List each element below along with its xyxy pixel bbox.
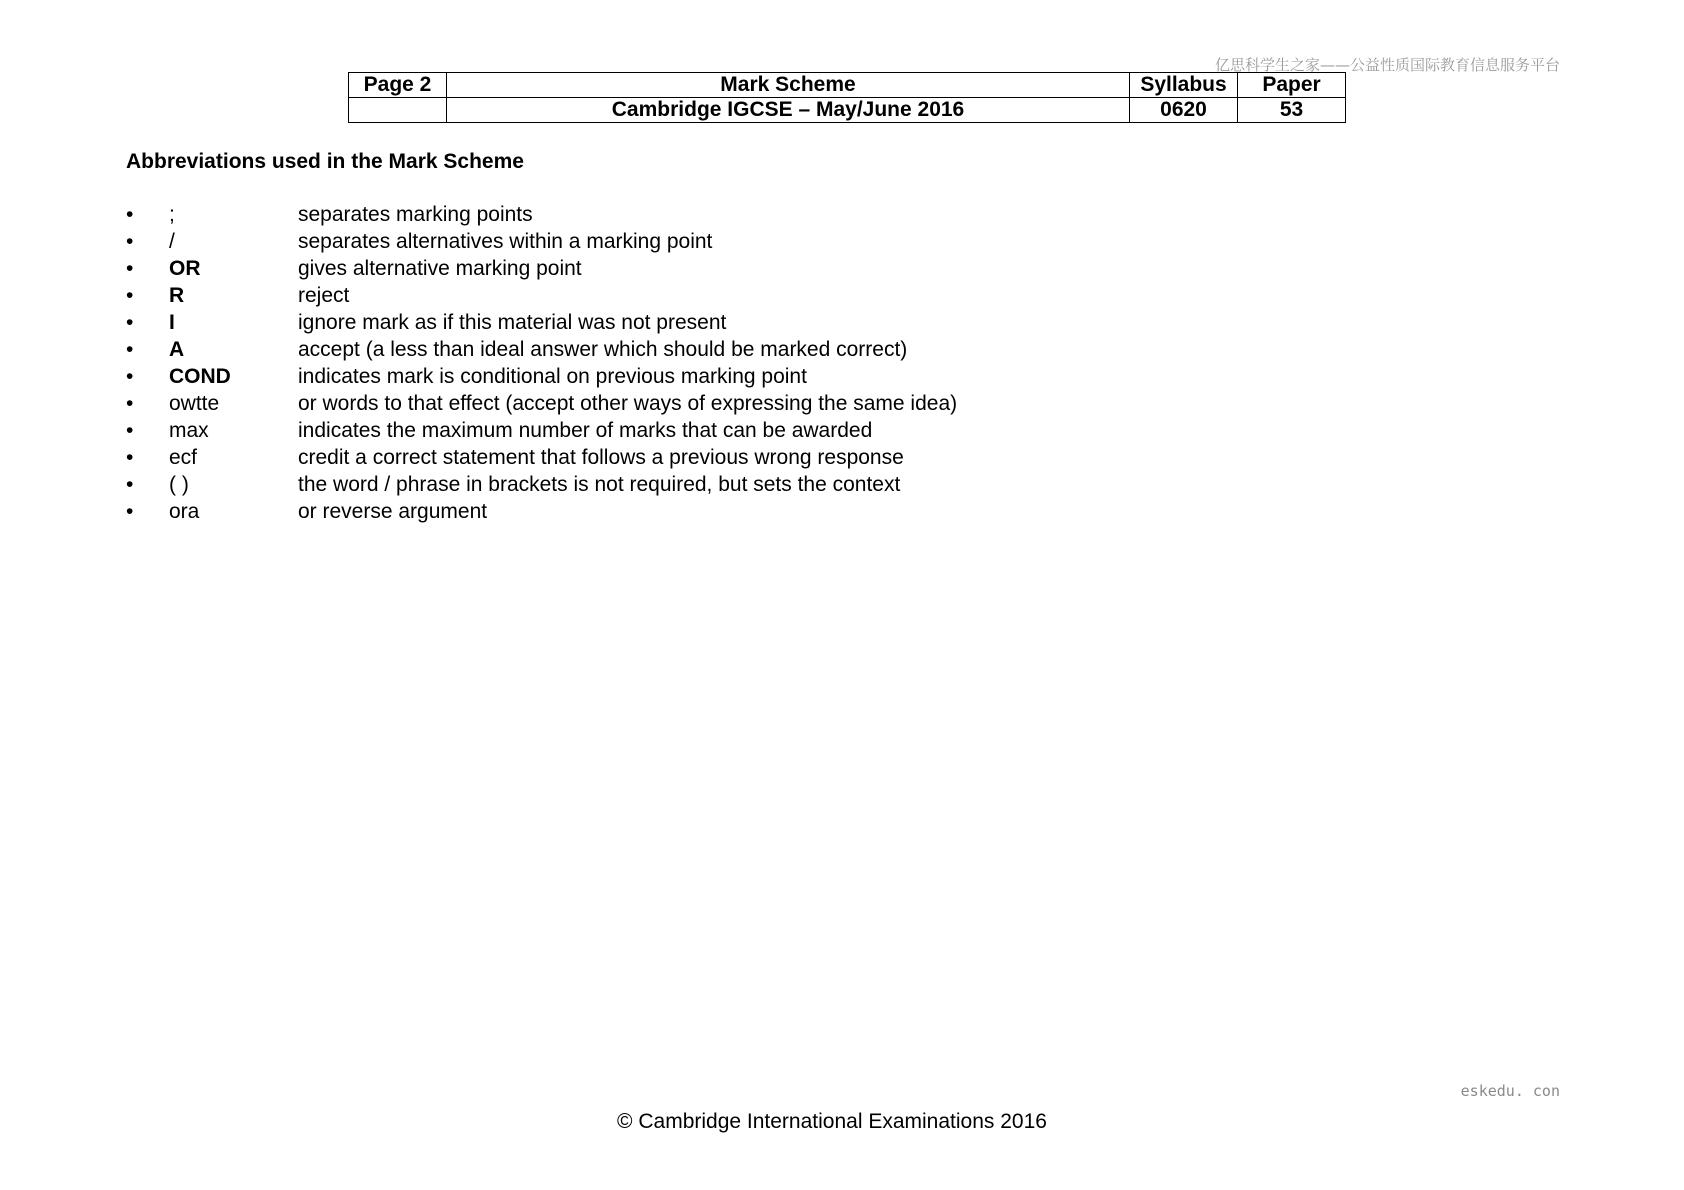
watermark-top-text: 亿思科学生之家——公益性质国际教育信息服务平台	[1214, 56, 1560, 74]
bullet-icon: •	[126, 500, 134, 523]
bullet-icon: •	[126, 392, 134, 415]
abbreviation-meaning: ignore mark as if this material was not present	[298, 311, 727, 334]
abbreviation: I	[169, 311, 175, 334]
bullet-icon: •	[126, 257, 134, 280]
abbreviation: R	[169, 284, 185, 307]
section-heading: Abbreviations used in the Mark Scheme	[126, 150, 524, 173]
header-table	[348, 72, 1346, 123]
document-title-cell: Mark Scheme	[447, 73, 1130, 98]
abbreviation-meaning: separates marking points	[298, 203, 533, 226]
bullet-icon: •	[126, 473, 134, 496]
exam-session-cell: Cambridge IGCSE – May/June 2016	[447, 98, 1130, 123]
footer	[0, 1110, 1684, 1134]
paper-label-cell: Paper	[1238, 73, 1346, 98]
abbreviation-meaning: indicates the maximum number of marks that can be awarded	[298, 419, 873, 442]
abbreviation-meaning: accept (a less than ideal answer which should be marked correct)	[298, 338, 908, 361]
abbreviation-meaning: gives alternative marking point	[298, 257, 582, 280]
bullet-icon: •	[126, 419, 134, 442]
header-row-2	[349, 98, 1346, 123]
bullet-icon: •	[126, 338, 134, 361]
page-number-cell: Page 2	[349, 73, 447, 98]
empty-cell	[349, 98, 447, 123]
bullet-icon: •	[126, 446, 134, 469]
abbreviation: ;	[169, 203, 175, 226]
abbreviation-meaning: reject	[298, 284, 350, 307]
abbreviation: /	[169, 230, 175, 253]
abbreviation: COND	[169, 365, 231, 388]
abbreviation: ( )	[169, 473, 189, 496]
abbreviation-meaning: the word / phrase in brackets is not required, but sets the context	[298, 473, 901, 496]
bullet-icon: •	[126, 311, 134, 334]
abbreviation: owtte	[169, 392, 220, 415]
watermark-bottom-text: eskedu. con	[1460, 1082, 1560, 1100]
abbreviation-meaning: or words to that effect (accept other ways of expressing the same idea)	[298, 392, 958, 415]
abbreviation-meaning: credit a correct statement that follows a previous wrong response	[298, 446, 904, 469]
abbreviation-meaning: or reverse argument	[298, 500, 488, 523]
abbreviation: OR	[169, 257, 201, 280]
syllabus-code-cell: 0620	[1130, 98, 1238, 123]
abbreviation-meaning: indicates mark is conditional on previous marking point	[298, 365, 807, 388]
abbreviation-meaning: separates alternatives within a marking point	[298, 230, 713, 253]
abbreviation: ora	[169, 500, 200, 523]
bullet-icon: •	[126, 230, 134, 253]
header-row-1	[349, 73, 1346, 98]
bullet-icon: •	[126, 203, 134, 226]
abbreviation: A	[169, 338, 185, 361]
syllabus-label-cell: Syllabus	[1130, 73, 1238, 98]
abbreviation: max	[169, 419, 209, 442]
bullet-icon: •	[126, 284, 134, 307]
abbreviation: ecf	[169, 446, 198, 469]
paper-number-cell: 53	[1238, 98, 1346, 123]
copyright-text: © Cambridge International Examinations 2016	[617, 1110, 1047, 1133]
bullet-icon: •	[126, 365, 134, 388]
